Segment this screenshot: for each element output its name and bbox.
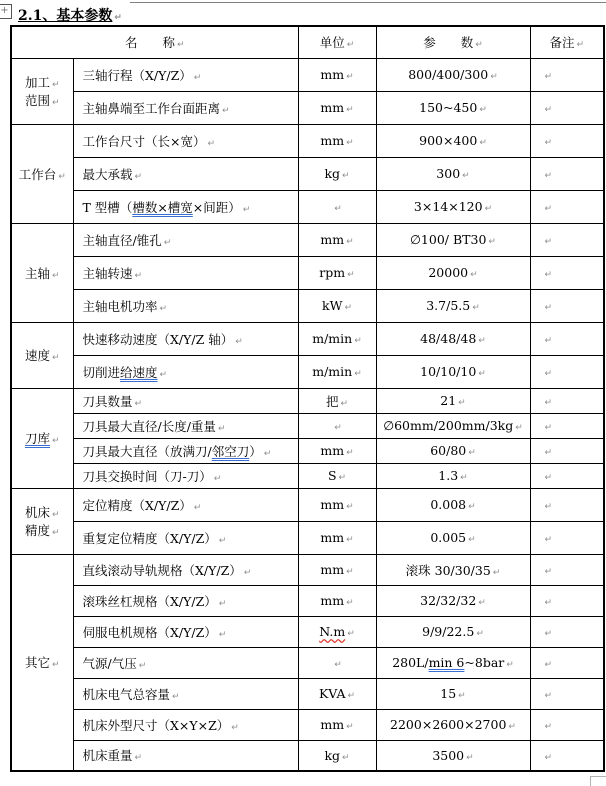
cell-mark: ↵ [544, 204, 553, 214]
cell-remark[interactable] [530, 58, 604, 91]
cell-mark: ↵ [544, 171, 553, 181]
group-cell-worktable[interactable]: 工作台 ↵ [11, 124, 73, 223]
table-move-handle-icon[interactable]: + [0, 4, 12, 19]
cell-mark: ↵ [176, 40, 185, 51]
cell-mark: ↵ [472, 303, 480, 313]
cell-mark: ↵ [218, 535, 227, 546]
cell-mark: ↵ [334, 660, 342, 670]
cell-name[interactable]: 机床重量 ↵ [73, 740, 298, 771]
cell-value[interactable]: 3×14×120 ↵ [376, 190, 530, 223]
cell-mark: ↵ [544, 303, 553, 313]
cell-mark: ↵ [193, 502, 202, 513]
cell-name[interactable]: 工作台尺寸（长×宽） ↵ [73, 124, 298, 157]
cell-remark[interactable] [530, 585, 604, 616]
cell-remark[interactable] [530, 355, 604, 388]
cell-name[interactable]: 主轴转速 ↵ [73, 256, 298, 289]
table-row [11, 388, 604, 413]
header-row [11, 26, 604, 58]
cell-value[interactable]: 0.005 ↵ [376, 521, 530, 554]
table-row [11, 322, 604, 355]
cell-mark: ↵ [51, 80, 60, 90]
cell-mark: ↵ [159, 303, 168, 314]
cell-mark: ↵ [346, 722, 354, 732]
cell-mark: ↵ [544, 398, 553, 408]
cell-name[interactable]: 主轴电机功率 ↵ [73, 289, 298, 322]
cell-name[interactable]: 定位精度（X/Y/Z） ↵ [73, 488, 298, 521]
cell-mark: ↵ [242, 204, 251, 215]
header-value[interactable]: 参 数 ↵ [376, 26, 530, 58]
cell-value[interactable]: 48/48/48 ↵ [376, 322, 530, 355]
table-row [11, 554, 604, 585]
cell-mark: ↵ [544, 722, 553, 732]
cell-name[interactable]: 刀具最大直径（放满刀/邻空刀） ↵ [73, 438, 298, 463]
group-cell-accuracy[interactable]: 机床 ↵ 精度 ↵ [11, 488, 73, 554]
cell-unit[interactable]: KVA ↵ [298, 678, 376, 709]
cell-mark: ↵ [222, 105, 230, 116]
cell-mark: ↵ [468, 535, 476, 545]
cell-mark: ↵ [338, 473, 347, 483]
cell-name[interactable]: 刀具最大直径/长度/重量 ↵ [73, 413, 298, 438]
cell-remark[interactable] [530, 709, 604, 740]
cell-remark[interactable] [530, 463, 604, 488]
cell-name[interactable]: 刀具交换时间（刀-刀） ↵ [73, 463, 298, 488]
cell-unit[interactable] [298, 647, 376, 678]
cell-unit[interactable] [298, 616, 376, 647]
cell-mark: ↵ [490, 72, 498, 82]
table-row [11, 488, 604, 521]
cell-mark: ↵ [218, 598, 227, 609]
cell-mark: ↵ [544, 473, 553, 483]
cell-unit[interactable]: mm ↵ [298, 91, 376, 124]
table-row [11, 91, 604, 124]
cell-remark[interactable] [530, 289, 604, 322]
cell-mark: ↵ [346, 237, 354, 247]
cell-mark: ↵ [346, 448, 354, 458]
table-row [11, 190, 604, 223]
cell-mark: ↵ [346, 72, 354, 82]
cell-value[interactable]: 1.3 ↵ [376, 463, 530, 488]
cell-mark: ↵ [478, 369, 486, 379]
cell-mark: ↵ [51, 660, 60, 671]
cell-value[interactable]: 9/9/22.5 ↵ [376, 616, 530, 647]
cell-remark[interactable] [530, 554, 604, 585]
cell-mark: ↵ [458, 398, 466, 408]
cell-mark: ↵ [346, 567, 354, 577]
cell-remark[interactable] [530, 678, 604, 709]
cell-mark: ↵ [544, 105, 553, 115]
cell-value[interactable]: 10/10/10 ↵ [376, 355, 530, 388]
cell-mark: ↵ [544, 423, 553, 433]
cell-mark: ↵ [346, 535, 354, 545]
cell-unit[interactable]: kg ↵ [298, 157, 376, 190]
cell-value[interactable]: 21 ↵ [376, 388, 530, 413]
cell-remark[interactable] [530, 256, 604, 289]
cell-remark[interactable] [530, 647, 604, 678]
grammar-marked-text: 给速度 [120, 364, 158, 380]
cell-unit[interactable]: mm ↵ [298, 554, 376, 585]
cell-mark: ↵ [479, 138, 487, 148]
cell-name[interactable]: 滚珠丝杠规格（X/Y/Z） ↵ [73, 585, 298, 616]
cell-mark: ↵ [544, 629, 553, 639]
cell-name[interactable]: 直线滚动导轨规格（X/Y/Z） ↵ [73, 554, 298, 585]
cell-value[interactable]: 2200×2600×2700 ↵ [376, 709, 530, 740]
cell-mark: ↵ [544, 72, 553, 82]
cell-value[interactable]: 32/32/32 ↵ [376, 585, 530, 616]
cell-mark: ↵ [475, 40, 483, 51]
cell-unit[interactable]: mm ↵ [298, 438, 376, 463]
table-row [11, 616, 604, 647]
cell-mark: ↵ [263, 448, 272, 459]
cell-mark: ↵ [334, 204, 342, 214]
table-row [11, 355, 604, 388]
cell-mark: ↵ [460, 473, 468, 483]
cell-unit[interactable]: mm ↵ [298, 585, 376, 616]
cell-mark: ↵ [217, 423, 226, 434]
cell-name[interactable]: 刀具数量 ↵ [73, 388, 298, 413]
cell-mark: ↵ [484, 204, 493, 214]
cell-value[interactable]: 300 ↵ [376, 157, 530, 190]
table-row [11, 463, 604, 488]
cell-mark: ↵ [544, 138, 553, 148]
cell-mark: ↵ [544, 691, 553, 701]
spelling-marked-text: N.m [319, 624, 346, 639]
cell-mark: ↵ [468, 502, 476, 512]
section-title-text: 2.1、基本参数 [18, 8, 113, 24]
cell-value[interactable]: ∅60mm/200mm/3kg ↵ [376, 413, 530, 438]
paragraph-mark: ↵ [114, 13, 122, 23]
cell-mark: ↵ [243, 567, 252, 578]
cell-name[interactable]: 三轴行程（X/Y/Z） ↵ [73, 58, 298, 91]
cell-mark: ↵ [346, 502, 354, 512]
cell-mark: ↵ [468, 448, 476, 458]
cell-mark: ↵ [163, 237, 172, 248]
cell-mark: ↵ [134, 270, 143, 281]
table-row [11, 157, 604, 190]
cell-mark: ↵ [134, 753, 143, 764]
cell-remark[interactable] [530, 438, 604, 463]
cell-unit[interactable]: mm ↵ [298, 58, 376, 91]
cell-unit[interactable]: 把 ↵ [298, 388, 376, 413]
cell-unit[interactable]: m/min ↵ [298, 322, 376, 355]
cell-mark: ↵ [347, 270, 355, 280]
cell-mark: ↵ [51, 436, 60, 446]
cell-mark: ↵ [344, 303, 352, 313]
cell-name[interactable]: 伺服电机规格（X/Y/Z） ↵ [73, 616, 298, 647]
cell-mark: ↵ [544, 598, 553, 608]
table-row [11, 124, 604, 157]
cell-value[interactable]: 3.7/5.5 ↵ [376, 289, 530, 322]
cell-remark[interactable] [530, 157, 604, 190]
cell-mark: ↵ [51, 353, 60, 363]
cell-unit[interactable]: mm ↵ [298, 521, 376, 554]
group-cell-tool-magazine[interactable] [11, 388, 73, 488]
cell-mark: ↵ [458, 691, 466, 701]
cell-mark: ↵ [470, 270, 478, 280]
cell-mark: ↵ [544, 369, 553, 379]
cell-remark[interactable] [530, 124, 604, 157]
cell-remark[interactable] [530, 413, 604, 438]
grammar-marked-text: 槽数×槽宽 [132, 199, 193, 215]
cell-mark: ↵ [235, 336, 243, 347]
header-name[interactable]: 名 称 ↵ [11, 26, 298, 58]
cell-mark: ↵ [347, 691, 356, 701]
cell-mark: ↵ [544, 237, 553, 247]
cell-value[interactable]: 280L/min 6~8bar ↵ [376, 647, 530, 678]
cell-remark[interactable] [530, 616, 604, 647]
cell-remark[interactable] [530, 388, 604, 413]
cell-mark: ↵ [544, 535, 553, 545]
cell-remark[interactable] [530, 223, 604, 256]
cell-mark: ↵ [51, 270, 60, 281]
cell-unit[interactable]: mm ↵ [298, 124, 376, 157]
cell-name[interactable]: T 型槽（槽数×槽宽×间距） ↵ [73, 190, 298, 223]
header-unit[interactable]: 单位 ↵ [298, 26, 376, 58]
cell-mark: ↵ [478, 598, 486, 608]
table-row [11, 438, 604, 463]
grammar-marked-text: 刀库 [24, 431, 50, 446]
cell-mark: ↵ [193, 72, 202, 83]
cell-value[interactable]: 滚珠 30/30/35 ↵ [376, 554, 530, 585]
cell-mark: ↵ [466, 752, 474, 763]
cell-remark[interactable] [530, 322, 604, 355]
cell-value[interactable]: 150~450 ↵ [376, 91, 530, 124]
cell-mark: ↵ [544, 336, 553, 346]
grammar-marked-text: 邻空刀 [211, 443, 250, 459]
cell-unit[interactable] [298, 190, 376, 223]
section-title[interactable] [18, 5, 122, 25]
cell-mark: ↵ [172, 691, 180, 702]
table-row [11, 678, 604, 709]
cell-value[interactable]: 3500 ↵ [376, 740, 530, 771]
cell-mark: ↵ [544, 502, 553, 512]
cell-mark: ↵ [58, 171, 66, 182]
table-row [11, 740, 604, 771]
table-row [11, 58, 604, 91]
cell-name[interactable]: 气源/气压 ↵ [73, 647, 298, 678]
cell-mark: ↵ [138, 660, 147, 671]
header-remark[interactable]: 备注 ↵ [530, 26, 604, 58]
cell-mark: ↵ [340, 398, 349, 409]
cell-mark: ↵ [346, 598, 354, 608]
parameters-table [10, 25, 605, 772]
cell-mark: ↵ [159, 369, 168, 380]
table-row [11, 585, 604, 616]
cell-name[interactable]: 切削进给速度 ↵ [73, 355, 298, 388]
cell-mark: ↵ [134, 398, 143, 409]
cell-unit[interactable] [298, 413, 376, 438]
table-row [11, 647, 604, 678]
cell-mark: ↵ [476, 629, 484, 639]
cell-unit[interactable]: rpm ↵ [298, 256, 376, 289]
cell-unit[interactable]: mm ↵ [298, 488, 376, 521]
cell-mark: ↵ [515, 423, 523, 433]
cell-mark: ↵ [342, 171, 350, 181]
cell-mark: ↵ [231, 722, 239, 733]
cell-remark[interactable] [530, 740, 604, 771]
cell-mark: ↵ [207, 138, 216, 149]
cell-name[interactable]: 机床外型尺寸（X×Y×Z） ↵ [73, 709, 298, 740]
grammar-marked-text: min 6 [428, 655, 465, 670]
table-row [11, 521, 604, 554]
cell-unit[interactable]: S ↵ [298, 463, 376, 488]
group-cell-others[interactable]: 其它 ↵ [11, 554, 73, 771]
cell-name[interactable]: 快速移动速度（X/Y/Z 轴） ↵ [73, 322, 298, 355]
cell-mark: ↵ [51, 528, 60, 538]
cell-mark: ↵ [51, 98, 60, 108]
cell-mark: ↵ [354, 336, 362, 346]
cell-mark: ↵ [488, 237, 496, 247]
table-row [11, 256, 604, 289]
cell-name[interactable]: 主轴直径/锥孔 ↵ [73, 223, 298, 256]
cell-value[interactable]: ∅100/ BT30 ↵ [376, 223, 530, 256]
cell-mark: ↵ [544, 448, 553, 458]
cell-mark: ↵ [347, 629, 355, 639]
cell-mark: ↵ [134, 171, 143, 182]
cell-mark: ↵ [479, 105, 487, 115]
cell-mark: ↵ [342, 752, 350, 763]
cell-mark: ↵ [492, 567, 501, 578]
cell-mark: ↵ [346, 105, 354, 115]
cell-mark: ↵ [213, 473, 222, 484]
cell-name[interactable]: 最大承载 ↵ [73, 157, 298, 190]
cell-mark: ↵ [506, 660, 514, 670]
cell-name[interactable]: 主轴鼻端至工作台面距离 ↵ [73, 91, 298, 124]
cell-name[interactable]: 重复定位精度（X/Y/Z） ↵ [73, 521, 298, 554]
cell-mark: ↵ [354, 369, 362, 379]
cell-name[interactable]: 机床电气总容量 ↵ [73, 678, 298, 709]
cell-mark: ↵ [544, 752, 553, 763]
cell-unit[interactable]: kW ↵ [298, 289, 376, 322]
table-row [11, 223, 604, 256]
cell-mark: ↵ [346, 40, 355, 51]
cell-remark[interactable] [530, 190, 604, 223]
cell-mark: ↵ [462, 171, 470, 181]
cell-value[interactable]: 900×400 ↵ [376, 124, 530, 157]
cell-value[interactable]: 15 ↵ [376, 678, 530, 709]
cell-mark: ↵ [544, 660, 553, 670]
page-margin-corner-mark [590, 776, 606, 786]
cell-mark: ↵ [478, 336, 486, 346]
table-row [11, 709, 604, 740]
cell-mark: ↵ [544, 270, 553, 280]
cell-value[interactable]: 60/80 ↵ [376, 438, 530, 463]
cell-value[interactable]: 20000 ↵ [376, 256, 530, 289]
page-edge-line [130, 2, 606, 3]
cell-value[interactable]: 0.008 ↵ [376, 488, 530, 521]
cell-unit[interactable]: kg ↵ [298, 740, 376, 771]
cell-unit[interactable]: mm ↵ [298, 223, 376, 256]
group-cell-speed[interactable]: 速度 ↵ [11, 322, 73, 388]
cell-mark: ↵ [544, 567, 553, 577]
cell-mark: ↵ [508, 722, 516, 732]
table-row [11, 289, 604, 322]
group-cell-spindle[interactable]: 主轴 ↵ [11, 223, 73, 322]
cell-value[interactable]: 800/400/300 ↵ [376, 58, 530, 91]
cell-remark[interactable] [530, 91, 604, 124]
cell-mark: ↵ [51, 510, 60, 520]
group-cell-machining-range[interactable]: 加工 ↵ 范围 ↵ [11, 58, 73, 124]
cell-mark: ↵ [576, 40, 585, 51]
table-row [11, 413, 604, 438]
cell-remark[interactable] [530, 521, 604, 554]
cell-unit[interactable]: mm ↵ [298, 709, 376, 740]
cell-mark: ↵ [346, 138, 354, 148]
cell-mark: ↵ [334, 423, 342, 433]
cell-mark: ↵ [218, 629, 227, 640]
cell-unit[interactable]: m/min ↵ [298, 355, 376, 388]
cell-remark[interactable] [530, 488, 604, 521]
